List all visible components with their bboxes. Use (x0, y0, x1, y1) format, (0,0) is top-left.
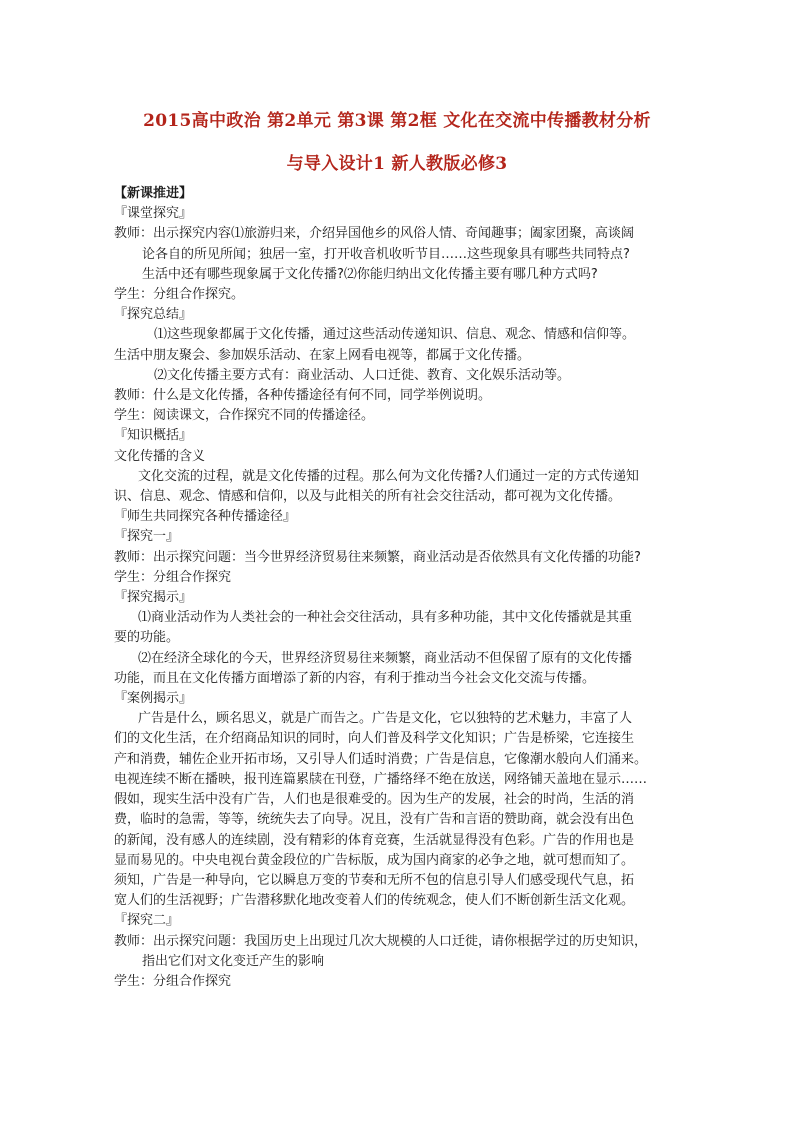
document-body (114, 184, 684, 992)
body-line: 教师：什么是文化传播，各种传播途径有何不同，同学举例说明。 (114, 388, 492, 404)
document-title-line-1: 2015高中政治 第2单元 第3课 第2框 文化在交流中传播教材分析 (143, 111, 651, 131)
body-line: ⑴商业活动作为人类社会的一种社会交往活动，具有多种功能，其中文化传播就是其重 (138, 610, 633, 626)
body-line: 假如，现实生活中没有广告，人们也是很难受的。因为生产的发展，社会的时尚，生活的消 (114, 792, 635, 808)
body-line: 功能，而且在文化传播方面增添了新的内容，有利于推动当今社会文化交流与传播。 (114, 670, 596, 686)
body-line: 指出它们对文化变迁产生的影响 (142, 953, 325, 969)
body-line: 文化交流的过程，就是文化传播的过程。那么何为文化传播?人们通过一定的方式传递知 (138, 468, 639, 484)
body-line: 产和消费，辅佐企业开拓市场，又引导人们适时消费；广告是信息，它像潮水般向人们涌来。 (114, 751, 648, 767)
subsection-heading: 『案例揭示』 (114, 691, 193, 707)
body-line: 广告是什么，顾名思义，就是广而告之。广告是文化，它以独特的艺术魅力，丰富了人 (138, 711, 633, 727)
body-line: 的新闻，没有感人的连续剧，没有精彩的体育竞赛，生活就显得没有色彩。广告的作用也是 (114, 832, 635, 848)
body-line: 学生：阅读课文，合作探究不同的传播途径。 (114, 408, 375, 424)
subsection-heading: 『探究二』 (114, 913, 180, 929)
subsection-heading: 『师生共同探究各种传播途径』 (114, 509, 297, 525)
subsection-heading: 『探究一』 (114, 529, 180, 545)
body-line: 须知，广告是一种导向，它以瞬息万变的节奏和无所不包的信息引导人们感受现代气息，拓 (114, 872, 635, 888)
body-line: 生活中朋友聚会、参加娱乐活动、在家上网看电视等，都属于文化传播。 (114, 347, 531, 363)
subsection-heading: 『课堂探究』 (114, 206, 193, 222)
body-line: 文化传播的含义 (114, 448, 206, 464)
subsection-heading: 『探究总结』 (114, 307, 193, 323)
body-line: 教师：出示探究问题：我国历史上出现过几次大规模的人口迁徙，请你根据学过的历史知识， (114, 933, 648, 949)
body-line: 们的文化生活，在介绍商品知识的同时，向人们普及科学文化知识；广告是桥梁，它连接生 (114, 731, 635, 747)
body-line: 识、信息、观念、情感和信仰，以及与此相关的所有社会交往活动，都可视为文化传播。 (114, 489, 622, 505)
body-line: 要的功能。 (114, 630, 180, 646)
body-line: 学生：分组合作探究 (114, 569, 232, 585)
body-line: 论各自的所见所闻；独居一室，打开收音机收听节目……这些现象具有哪些共同特点? (142, 246, 630, 262)
body-line: 学生：分组合作探究。 (114, 287, 245, 303)
body-line: ⑵在经济全球化的今天，世界经济贸易往来频繁，商业活动不但保留了原有的文化传播 (138, 650, 633, 666)
body-line: 费，临时的急需，等等，统统失去了向导。况且，没有广告和言语的赞助商，就会没有出色 (114, 812, 635, 828)
section-heading: 【新课推进】 (114, 186, 193, 201)
body-line: 宽人们的生活视野；广告潜移默化地改变着人们的传统观念，使人们不断创新生活文化观。 (114, 893, 635, 909)
body-line: 学生：分组合作探究 (114, 973, 232, 989)
body-line: 生活中还有哪些现象属于文化传播?⑵你能归纳出文化传播主要有哪几种方式吗? (142, 266, 598, 282)
subsection-heading: 『探究揭示』 (114, 590, 193, 606)
body-line: 教师：出示探究内容⑴旅游归来，介绍异国他乡的风俗人情、奇闻趣事；阖家团聚，高谈阔 (114, 226, 635, 242)
body-line: 电视连续不断在播映，报刊连篇累牍在刊登，广播络绎不绝在放送，网络铺天盖地在显示…… (114, 771, 648, 787)
body-line: ⑴这些现象都属于文化传播，通过这些活动传递知识、信息、观念、情感和信仰等。 (154, 327, 636, 343)
document-title-line-2: 与导入设计1 新人教版必修3 (286, 154, 508, 174)
body-line: 显而易见的。中央电视台黄金段位的广告标版，成为国内商家的必争之地，就可想而知了。 (114, 852, 635, 868)
subsection-heading: 『知识概括』 (114, 428, 193, 444)
body-line: ⑵文化传播主要方式有：商业活动、人口迁徙、教育、文化娱乐活动等。 (154, 367, 571, 383)
body-line: 教师：出示探究问题：当今世界经济贸易往来频繁，商业活动是否依然具有文化传播的功能? (114, 549, 641, 565)
